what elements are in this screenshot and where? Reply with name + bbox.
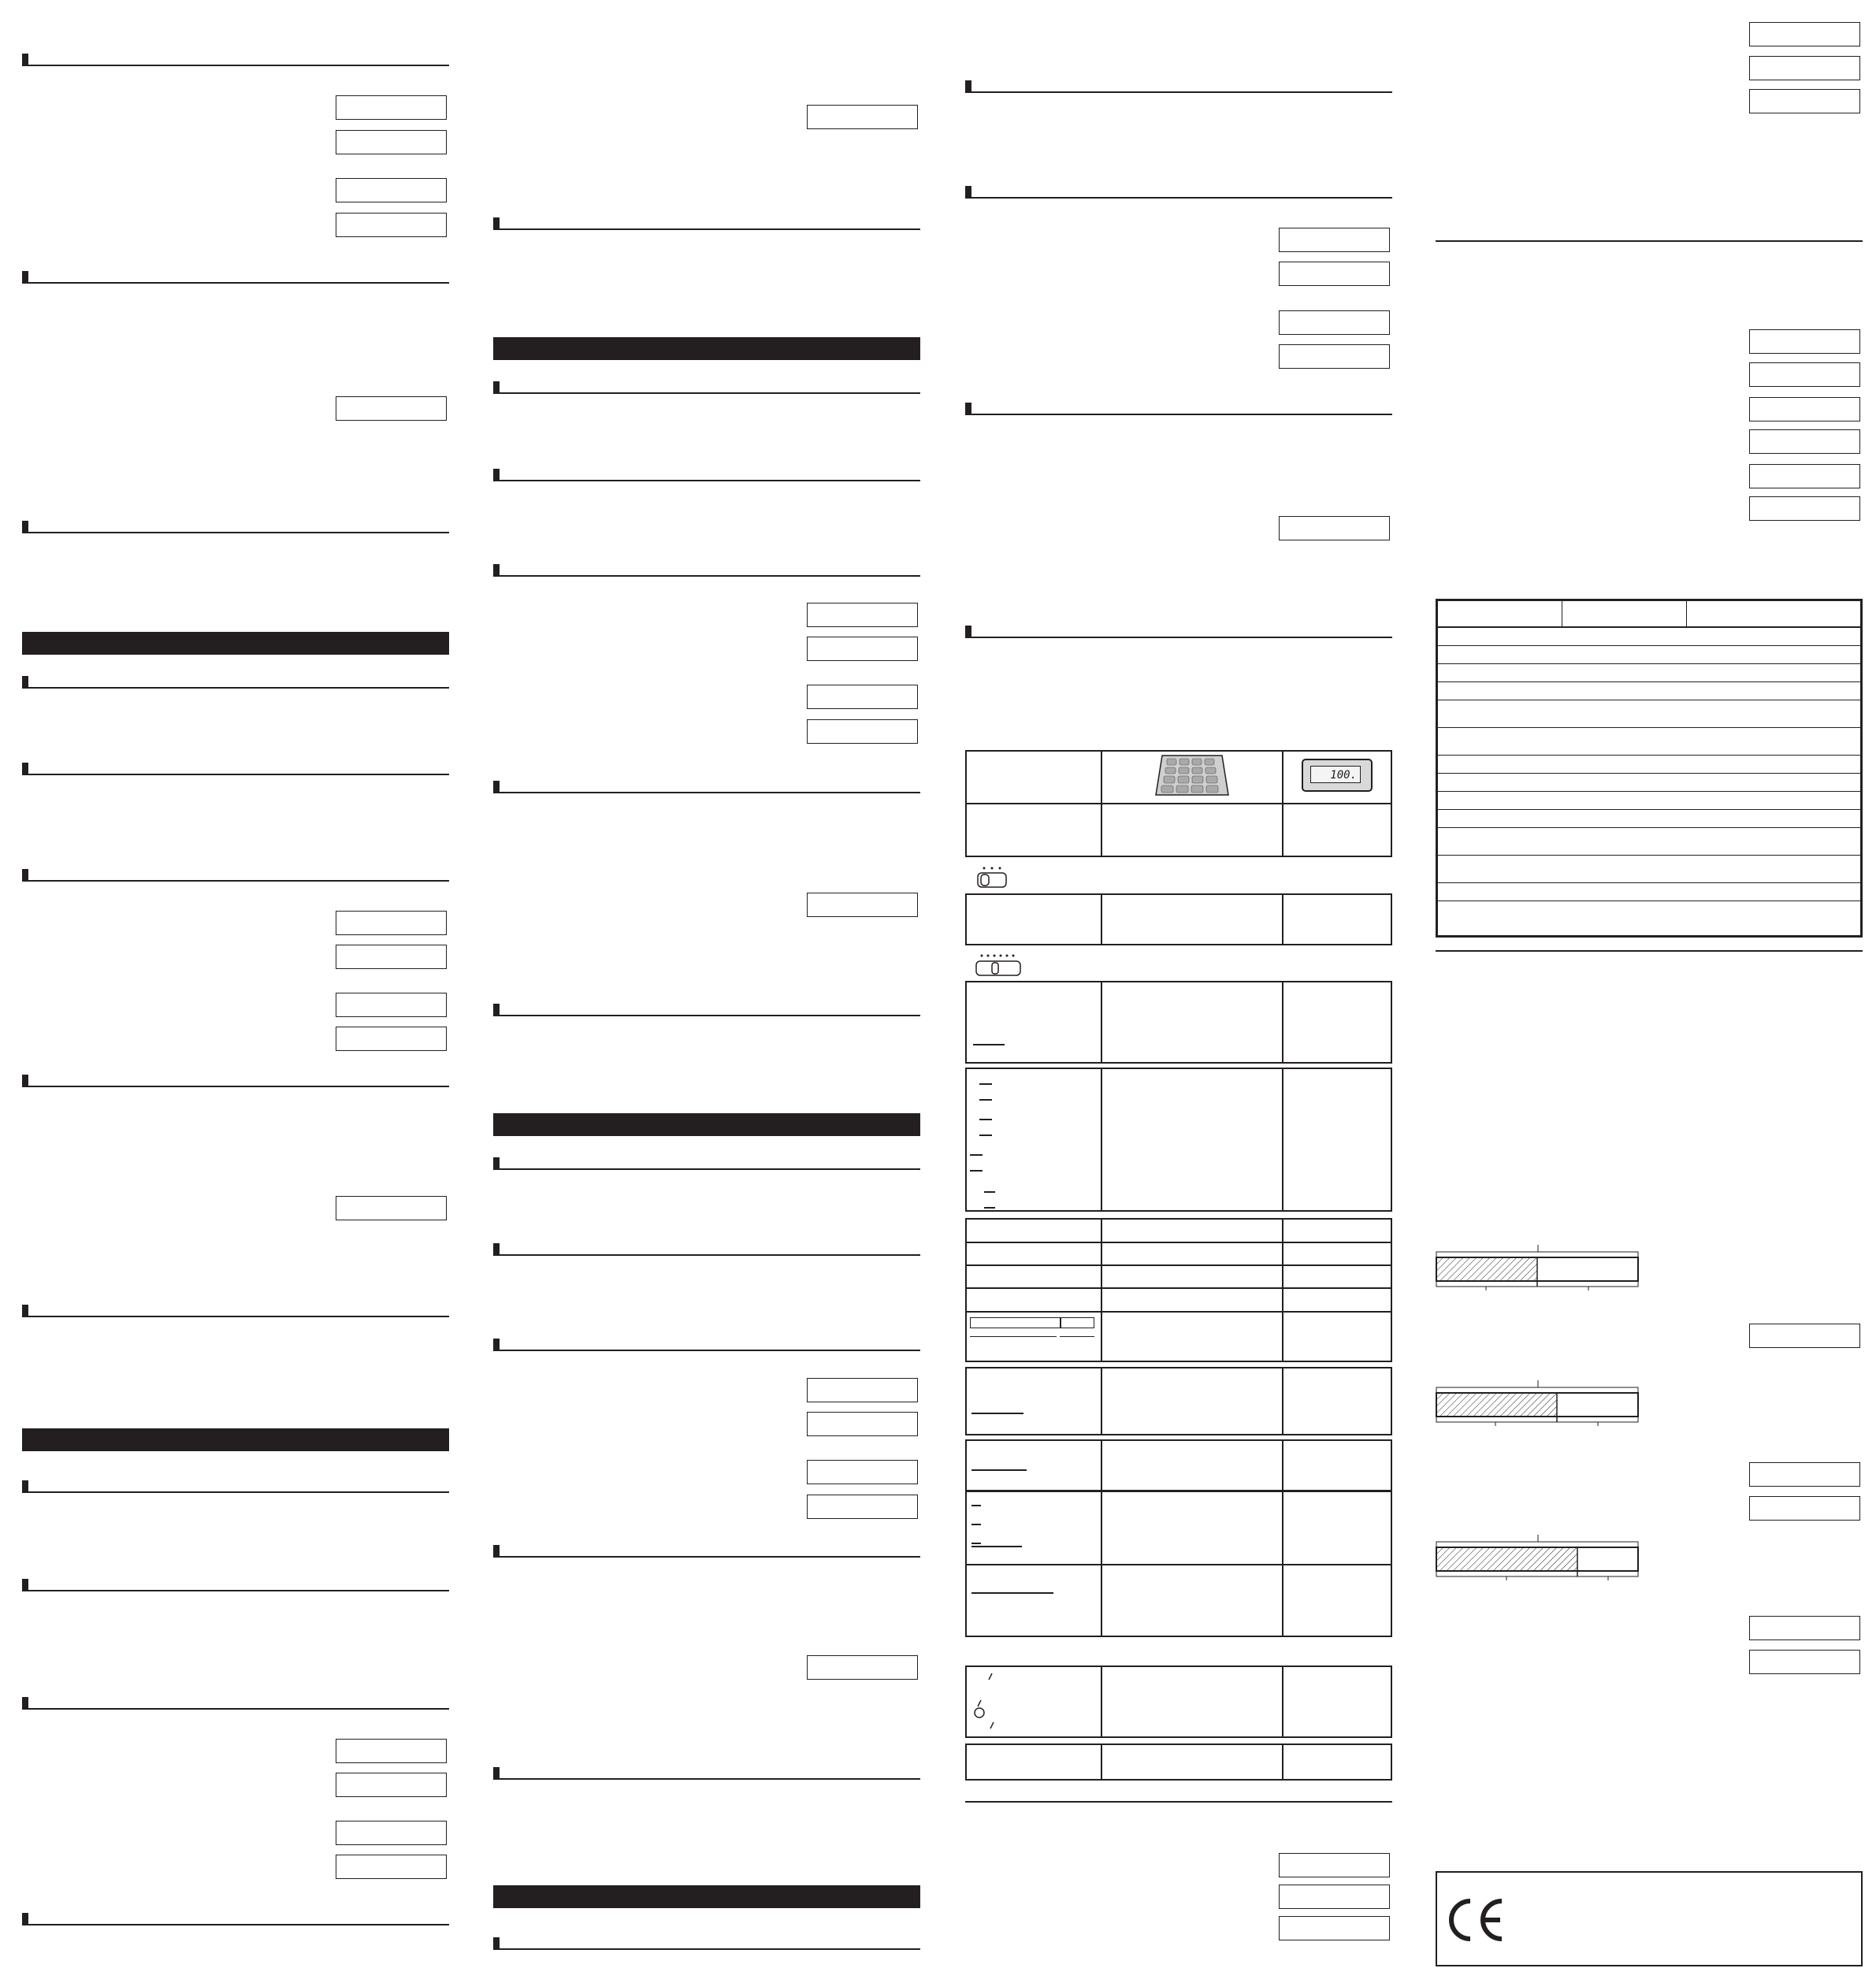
- key-example-box: [807, 685, 918, 709]
- spec-row: [1438, 774, 1860, 792]
- key-example-box: [1749, 1462, 1860, 1487]
- section-heading: [965, 80, 1392, 93]
- display-range-diagram: [1436, 1380, 1639, 1439]
- key-example-box: [1749, 496, 1860, 521]
- key-example-box: [1749, 56, 1860, 80]
- key-example-box: [807, 1655, 918, 1680]
- section-heading: [22, 676, 449, 689]
- key-example-box: [1279, 228, 1390, 252]
- section-heading: [493, 564, 920, 577]
- section-heading: [22, 1697, 449, 1710]
- key-example-box: [1749, 89, 1860, 113]
- comparison-table-row: [965, 893, 1392, 945]
- key-example-box: [807, 603, 918, 627]
- spec-row: [1438, 856, 1860, 883]
- key-example-box: [336, 1855, 447, 1879]
- specifications-table: [1436, 599, 1863, 938]
- key-example-box: [1749, 1324, 1860, 1348]
- chapter-band: [22, 632, 449, 655]
- spec-row: [1438, 682, 1860, 700]
- chapter-band: [493, 1113, 920, 1136]
- section-heading: [493, 1339, 920, 1351]
- spec-row: [1438, 810, 1860, 828]
- display-readout: 100.: [1310, 766, 1361, 783]
- section-heading: [493, 1004, 920, 1016]
- section-heading: [22, 521, 449, 533]
- spec-row: [1438, 646, 1860, 664]
- key-example-box: [336, 1773, 447, 1797]
- key-example-box: [1749, 1650, 1860, 1674]
- spec-row: [1438, 628, 1860, 646]
- section-heading: [493, 1767, 920, 1780]
- key-example-box: [336, 95, 447, 120]
- key-example-box: [1749, 329, 1860, 354]
- key-example-box: [807, 893, 918, 917]
- key-example-box: [336, 130, 447, 154]
- section-heading: [22, 869, 449, 882]
- slide-switch-6pos-icon: [975, 953, 1022, 982]
- spec-row: [1438, 901, 1860, 919]
- section-heading: [493, 381, 920, 394]
- spec-row: [1438, 828, 1860, 856]
- comparison-table-row: [965, 1439, 1392, 1491]
- display-illustration-cell: [1283, 751, 1391, 804]
- comparison-table-row: [965, 1367, 1392, 1435]
- section-heading: [22, 1480, 449, 1493]
- spec-header-row: [1438, 601, 1860, 628]
- section-heading: [22, 1075, 449, 1087]
- section-heading: [965, 186, 1392, 199]
- key-example-box: [807, 1495, 918, 1519]
- comparison-table-row: [965, 981, 1392, 1064]
- comparison-table-row: [965, 1564, 1392, 1637]
- slide-switch-3pos-icon: [976, 865, 1008, 893]
- section-heading: [22, 1913, 449, 1925]
- section-heading: [22, 1579, 449, 1591]
- comparison-table-row: [965, 1068, 1392, 1212]
- key-example-box: [1279, 344, 1390, 369]
- key-example-box: [1749, 1616, 1860, 1640]
- section-heading: [493, 217, 920, 230]
- comparison-table-row: [965, 1743, 1392, 1781]
- key-example-box: [336, 1196, 447, 1220]
- section-heading: [493, 469, 920, 481]
- section-heading: [493, 1243, 920, 1256]
- display-icon: [1302, 759, 1373, 792]
- section-heading: [965, 403, 1392, 415]
- comparison-table-header: [965, 750, 1392, 857]
- key-example-box: [1279, 1853, 1390, 1877]
- chapter-band: [22, 1428, 449, 1451]
- spec-row: [1438, 728, 1860, 756]
- spec-row: [1438, 700, 1860, 728]
- key-example-box: [1749, 1496, 1860, 1521]
- key-example-box: [807, 1460, 918, 1484]
- key-example-box: [336, 1821, 447, 1845]
- section-heading: [493, 1937, 920, 1950]
- key-example-box: [336, 1739, 447, 1763]
- key-example-box: [336, 1027, 447, 1051]
- key-example-box: [336, 993, 447, 1017]
- keypad-icon: [1154, 754, 1230, 797]
- section-heading: [22, 271, 449, 284]
- display-range-diagram: [1436, 1535, 1639, 1594]
- section-heading: [965, 626, 1392, 638]
- key-example-box: [1279, 262, 1390, 286]
- key-example-box: [336, 178, 447, 202]
- ce-conformity-box: [1436, 1871, 1863, 1966]
- key-example-box: [1749, 429, 1860, 454]
- keypad-illustration-cell: [1101, 751, 1283, 804]
- section-heading: [493, 1157, 920, 1170]
- key-example-box: [1279, 1885, 1390, 1909]
- key-example-box: [1279, 1916, 1390, 1940]
- comparison-table-row: [965, 1491, 1392, 1565]
- ce-mark-logo: [1445, 1896, 1508, 1944]
- section-heading: [22, 1305, 449, 1317]
- key-example-box: [807, 1378, 918, 1402]
- key-example-box: [1749, 397, 1860, 421]
- spec-row: [1438, 792, 1860, 810]
- key-example-box: [807, 105, 918, 129]
- comparison-table-row: [965, 1665, 1392, 1738]
- key-example-box: [807, 719, 918, 744]
- spec-row: [1438, 664, 1860, 682]
- section-heading: [22, 763, 449, 775]
- spec-row: [1438, 756, 1860, 774]
- spec-row: [1438, 883, 1860, 901]
- display-range-diagram: [1436, 1245, 1639, 1304]
- section-heading: [493, 1545, 920, 1558]
- section-heading: [493, 781, 920, 793]
- key-example-box: [1279, 310, 1390, 335]
- key-example-box: [807, 637, 918, 661]
- key-example-box: [336, 911, 447, 935]
- section-heading: [22, 54, 449, 66]
- key-example-box: [336, 213, 447, 237]
- key-example-box: [807, 1412, 918, 1436]
- key-example-box: [1749, 464, 1860, 488]
- key-example-box: [1749, 362, 1860, 387]
- divider-line: [965, 1801, 1392, 1803]
- divider-line: [1436, 240, 1863, 242]
- chapter-band: [493, 337, 920, 360]
- key-example-box: [1279, 516, 1390, 540]
- key-example-box: [336, 396, 447, 421]
- key-example-box: [1749, 22, 1860, 46]
- key-example-box: [336, 945, 447, 969]
- divider-line: [1436, 950, 1863, 952]
- chapter-band: [493, 1885, 920, 1908]
- comparison-table-grid: [965, 1218, 1392, 1362]
